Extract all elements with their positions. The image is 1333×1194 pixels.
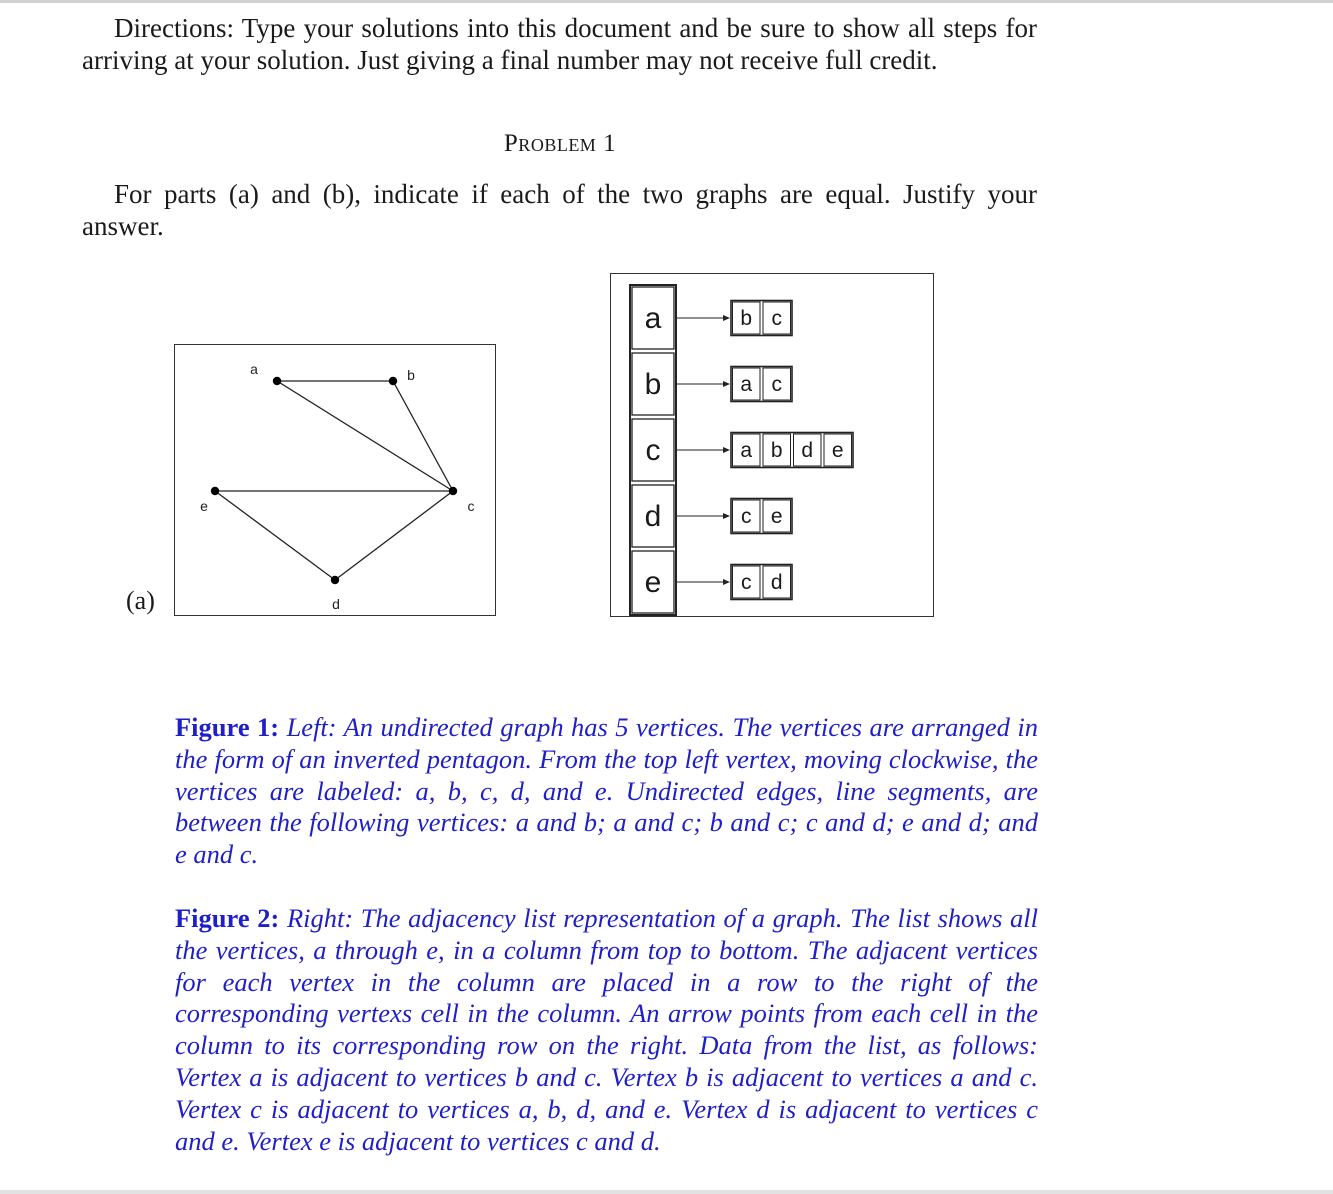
problem-prompt: For parts (a) and (b), indicate if each of the two graphs are equal. Justify your answer. <box>82 179 1037 241</box>
edge-c-d <box>335 491 453 580</box>
figure-2-caption <box>175 903 1038 1157</box>
head-cell-label: b <box>644 368 662 401</box>
adjacency-cell-label: a <box>740 373 753 396</box>
head-cell-label: a <box>644 302 662 335</box>
adjacency-cell-label: e <box>831 439 844 462</box>
arrow-head-icon <box>723 315 730 321</box>
edge-a-c <box>277 381 453 491</box>
top-rule <box>0 0 1333 3</box>
vertex-label-e: e <box>200 498 208 514</box>
vertex-c <box>449 487 457 495</box>
adjacency-list-figure <box>610 273 934 617</box>
figure-1-label: Figure 1: <box>175 712 280 742</box>
vertex-label-a: a <box>250 361 258 377</box>
figure-1-caption <box>175 712 1038 871</box>
figure-1-text: Left: An undirected graph has 5 vertices. The vertices are arranged in the form of an inverted pentagon. From the top left vertex, moving clockwise, the vertices are labeled: a, b, c, d, and e. Undirected edges, line segments, are between the following vertices: a and b; a and c; b and c; c and d; e and d; and e and c. <box>175 712 1038 870</box>
head-cell-label: d <box>644 500 662 533</box>
vertex-b <box>389 377 397 385</box>
adjacency-cell-label: a <box>740 439 753 462</box>
directions-text: Directions: Type your solutions into this document and be sure to show all steps for arriving at your solution. Just giving a final number may not receive full credit. <box>82 13 1037 75</box>
graph-figure <box>174 344 496 616</box>
adjacency-cell-label: c <box>771 373 782 396</box>
head-cell-label: e <box>644 566 662 599</box>
bottom-rule <box>0 1190 1333 1194</box>
adjacency-cell-label: c <box>741 571 752 594</box>
part-a-label: (a) <box>126 586 155 615</box>
adjacency-cell-label: d <box>770 571 783 594</box>
arrow-head-icon <box>723 579 730 585</box>
adjacency-cell-label: b <box>740 307 753 330</box>
vertex-e <box>211 487 219 495</box>
vertex-label-c: c <box>467 498 475 514</box>
adjacency-cell-label: d <box>801 439 814 462</box>
arrow-head-icon <box>723 381 730 387</box>
edge-b-c <box>393 381 453 491</box>
adjacency-cell-label: e <box>770 505 783 528</box>
head-cell-label: c <box>645 434 661 467</box>
arrow-head-icon <box>723 513 730 519</box>
vertex-a <box>273 377 281 385</box>
problem-title: Problem 1 <box>503 130 617 157</box>
graph-canvas <box>175 345 497 617</box>
adjacency-cell-label: c <box>741 505 752 528</box>
adjacency-cell-label: c <box>771 307 782 330</box>
figure-2-text: Right: The adjacency list representation of a graph. The list shows all the vertices, a through e, in a column from top to bottom. The adjacent vertices for each vertex in the column are placed in a row to the right of the corresponding vertexs cell in the column. An arrow points from each cell in the column to its corresponding row on the right. Data from the list, as follows: Vertex a is adjacent to vertices b and c. Vertex b is adjacent to vertices a and c. Vertex c is adjacent to vertices a, b, d, and e. Vertex d is adjacent to vertices c and e. Vertex e is adjacent to vertices c and d. <box>175 903 1038 1156</box>
adjacency-list-canvas <box>611 274 935 618</box>
vertex-d <box>331 576 339 584</box>
vertex-label-b: b <box>407 367 415 383</box>
arrow-head-icon <box>723 447 730 453</box>
edge-e-d <box>215 491 335 580</box>
figure-2-label: Figure 2: <box>175 903 280 933</box>
adjacency-cell-label: b <box>770 439 783 462</box>
vertex-label-d: d <box>332 596 340 612</box>
